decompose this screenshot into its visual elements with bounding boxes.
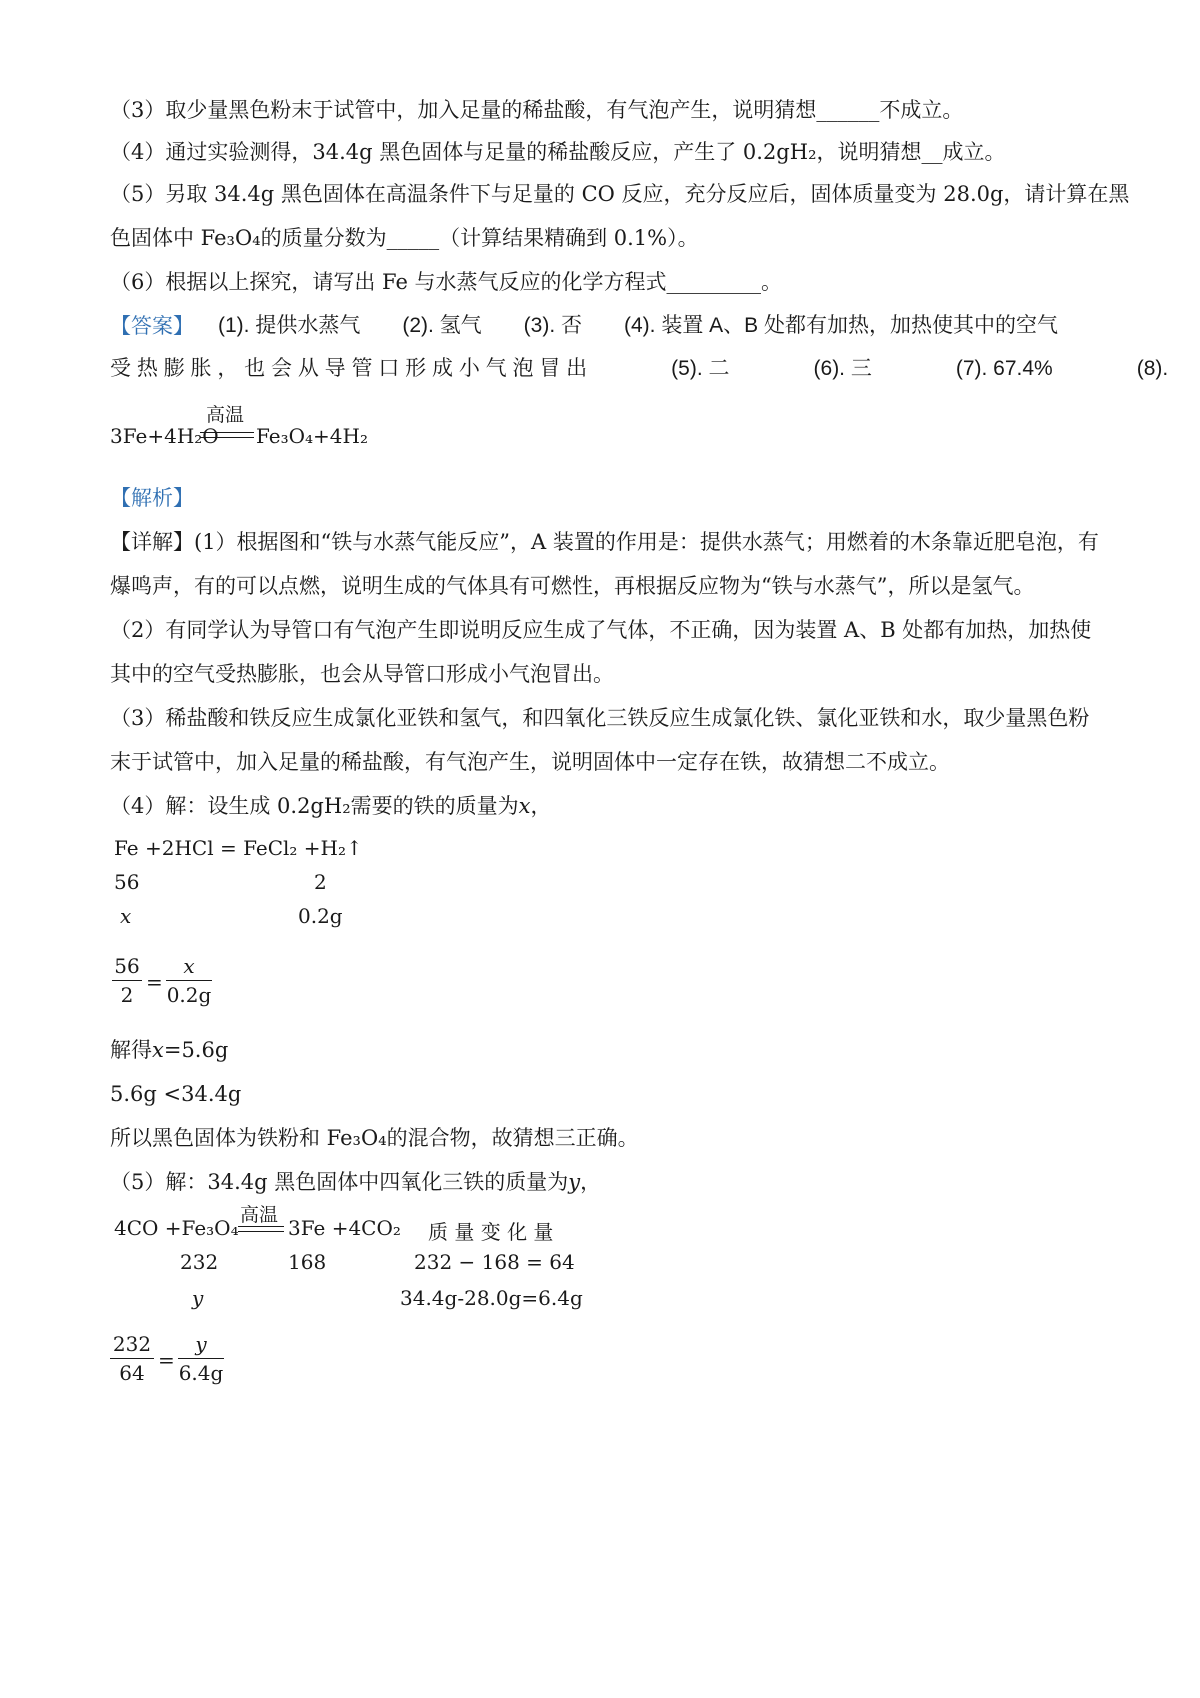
question-5-line1: （5）另取 34.4g 黑色固体在高温条件下与足量的 CO 反应，充分反应后，固体质量变为 28.0g，请计算在黑 — [110, 182, 1130, 206]
question-5-line2: 色固体中 Fe₃O₄的质量分数为_____（计算结果精确到 0.1%）。 — [110, 226, 699, 250]
eq5-var-y: y — [192, 1286, 204, 1310]
eq4-var-x: x — [120, 904, 132, 928]
p4-intro-text: （4）解：设生成 0.2gH₂需要的铁的质量为 — [110, 794, 519, 818]
question-3: （3）取少量黑色粉末于试管中，加入足量的稀盐酸，有气泡产生，说明猜想______不成立。 — [110, 98, 964, 122]
analysis-conclusion: 所以黑色固体为铁粉和 Fe₃O₄的混合物，故猜想三正确。 — [110, 1126, 639, 1150]
fraction-equals: = — [146, 970, 163, 994]
equation-fe-hcl: Fe +2HCl = FeCl₂ +H₂↑ — [114, 836, 363, 860]
equation-equals-sign — [200, 432, 254, 438]
eq5-molar-fe3o4: 232 — [180, 1250, 219, 1274]
fraction-numerator: 232 — [112, 1332, 152, 1356]
fraction-bar — [112, 980, 142, 981]
eq5-molar-fe: 168 — [288, 1250, 327, 1274]
equation-co-condition: 高温 — [240, 1204, 279, 1226]
fraction-numerator: x — [183, 954, 195, 978]
analysis-p3-line2: 末于试管中，加入足量的稀盐酸，有气泡产生，说明固体中一定存在铁，故猜想二不成立。 — [110, 750, 950, 774]
question-4: （4）通过实验测得，34.4g 黑色固体与足量的稀盐酸反应，产生了 0.2gH₂，说明猜想__成立。 — [110, 140, 1006, 164]
p4-variable: x — [518, 794, 531, 818]
p5-comma: ， — [580, 1170, 602, 1194]
question-6: （6）根据以上探究，请写出 Fe 与水蒸气反应的化学方程式_________。 — [110, 270, 783, 294]
fraction-denominator: 64 — [119, 1361, 145, 1385]
fraction-bar — [178, 1358, 224, 1359]
answer-equation-right: Fe₃O₄+4H₂ — [256, 424, 368, 448]
equation-co-left: 4CO +Fe₃O₄ — [114, 1216, 239, 1240]
fraction-bar — [110, 1358, 154, 1359]
solve-value: =5.6g — [163, 1038, 229, 1062]
analysis-p1-line1: 【详解】(1）根据图和“铁与水蒸气能反应”，A 装置的作用是：提供水蒸气；用燃着的木条靠近肥皂泡，有 — [110, 530, 1099, 554]
eq5-mass-diff: 34.4g-28.0g=6.4g — [400, 1286, 583, 1310]
fraction-denominator: 6.4g — [178, 1361, 224, 1385]
fraction-x-over-0.2g — [166, 954, 212, 1007]
answer-label: 【答案】 — [110, 314, 194, 338]
analysis-p3-line1: （3）稀盐酸和铁反应生成氯化亚铁和氢气，和四氧化三铁反应生成氯化铁、氯化亚铁和水，取少量黑色粉 — [110, 706, 1090, 730]
fraction-numerator: y — [195, 1332, 207, 1356]
fraction-equals: = — [158, 1348, 175, 1372]
analysis-p2-line1: （2）有同学认为导管口有气泡产生即说明反应生成了气体，不正确，因为装置 A、B 处都有加热，加热使 — [110, 618, 1092, 642]
fraction-denominator: 2 — [120, 983, 134, 1007]
fraction-bar — [166, 980, 212, 981]
solve-prefix: 解得 — [110, 1038, 152, 1062]
answer-line2: 受 热 膨 胀 ， 也 会 从 导 管 口 形 成 小 气 泡 冒 出 (5). 二 (6). 三 (7). 67.4% (8). — [110, 357, 1169, 380]
p5-variable: y — [568, 1170, 581, 1194]
p4-comma: ， — [530, 794, 552, 818]
answer-line1: (1). 提供水蒸气 (2). 氢气 (3). 否 (4). 装置 A、B 处都有加热，加热使其中的空气 — [218, 314, 1059, 337]
equation-co-header: 质 量 变 化 量 — [428, 1220, 554, 1244]
analysis-p5-intro — [110, 1166, 601, 1198]
fraction-232-over-64 — [110, 1332, 154, 1385]
solve-x — [110, 1034, 228, 1066]
fraction-56-over-2 — [112, 954, 142, 1007]
answer-equation-left: 3Fe+4H₂O — [110, 424, 219, 448]
mass-comparison: 5.6g <34.4g — [110, 1082, 242, 1106]
eq5-mass-change: 232 − 168 = 64 — [414, 1250, 575, 1274]
eq4-var-mass: 0.2g — [298, 904, 343, 928]
p5-intro-text: （5）解：34.4g 黑色固体中四氧化三铁的质量为 — [110, 1170, 569, 1194]
analysis-label: 【解析】 — [110, 486, 194, 510]
analysis-p4-intro — [110, 790, 551, 822]
analysis-p2-line2: 其中的空气受热膨胀，也会从导管口形成小气泡冒出。 — [110, 662, 614, 686]
analysis-p1-line2: 爆鸣声，有的可以点燃，说明生成的气体具有可燃性，再根据反应物为“铁与水蒸气”，所以是氢气。 — [110, 574, 1035, 598]
solve-variable: x — [152, 1038, 164, 1062]
fraction-denominator: 0.2g — [166, 983, 212, 1007]
eq4-molar-h2: 2 — [314, 870, 327, 894]
fraction-y-over-6.4g — [178, 1332, 224, 1385]
eq4-molar-fe: 56 — [114, 870, 140, 894]
fraction-numerator: 56 — [114, 954, 140, 978]
equation-co-right: 3Fe +4CO₂ — [288, 1216, 401, 1240]
answer-equation-condition: 高温 — [206, 404, 245, 426]
equation-co-equals-sign — [238, 1226, 284, 1232]
